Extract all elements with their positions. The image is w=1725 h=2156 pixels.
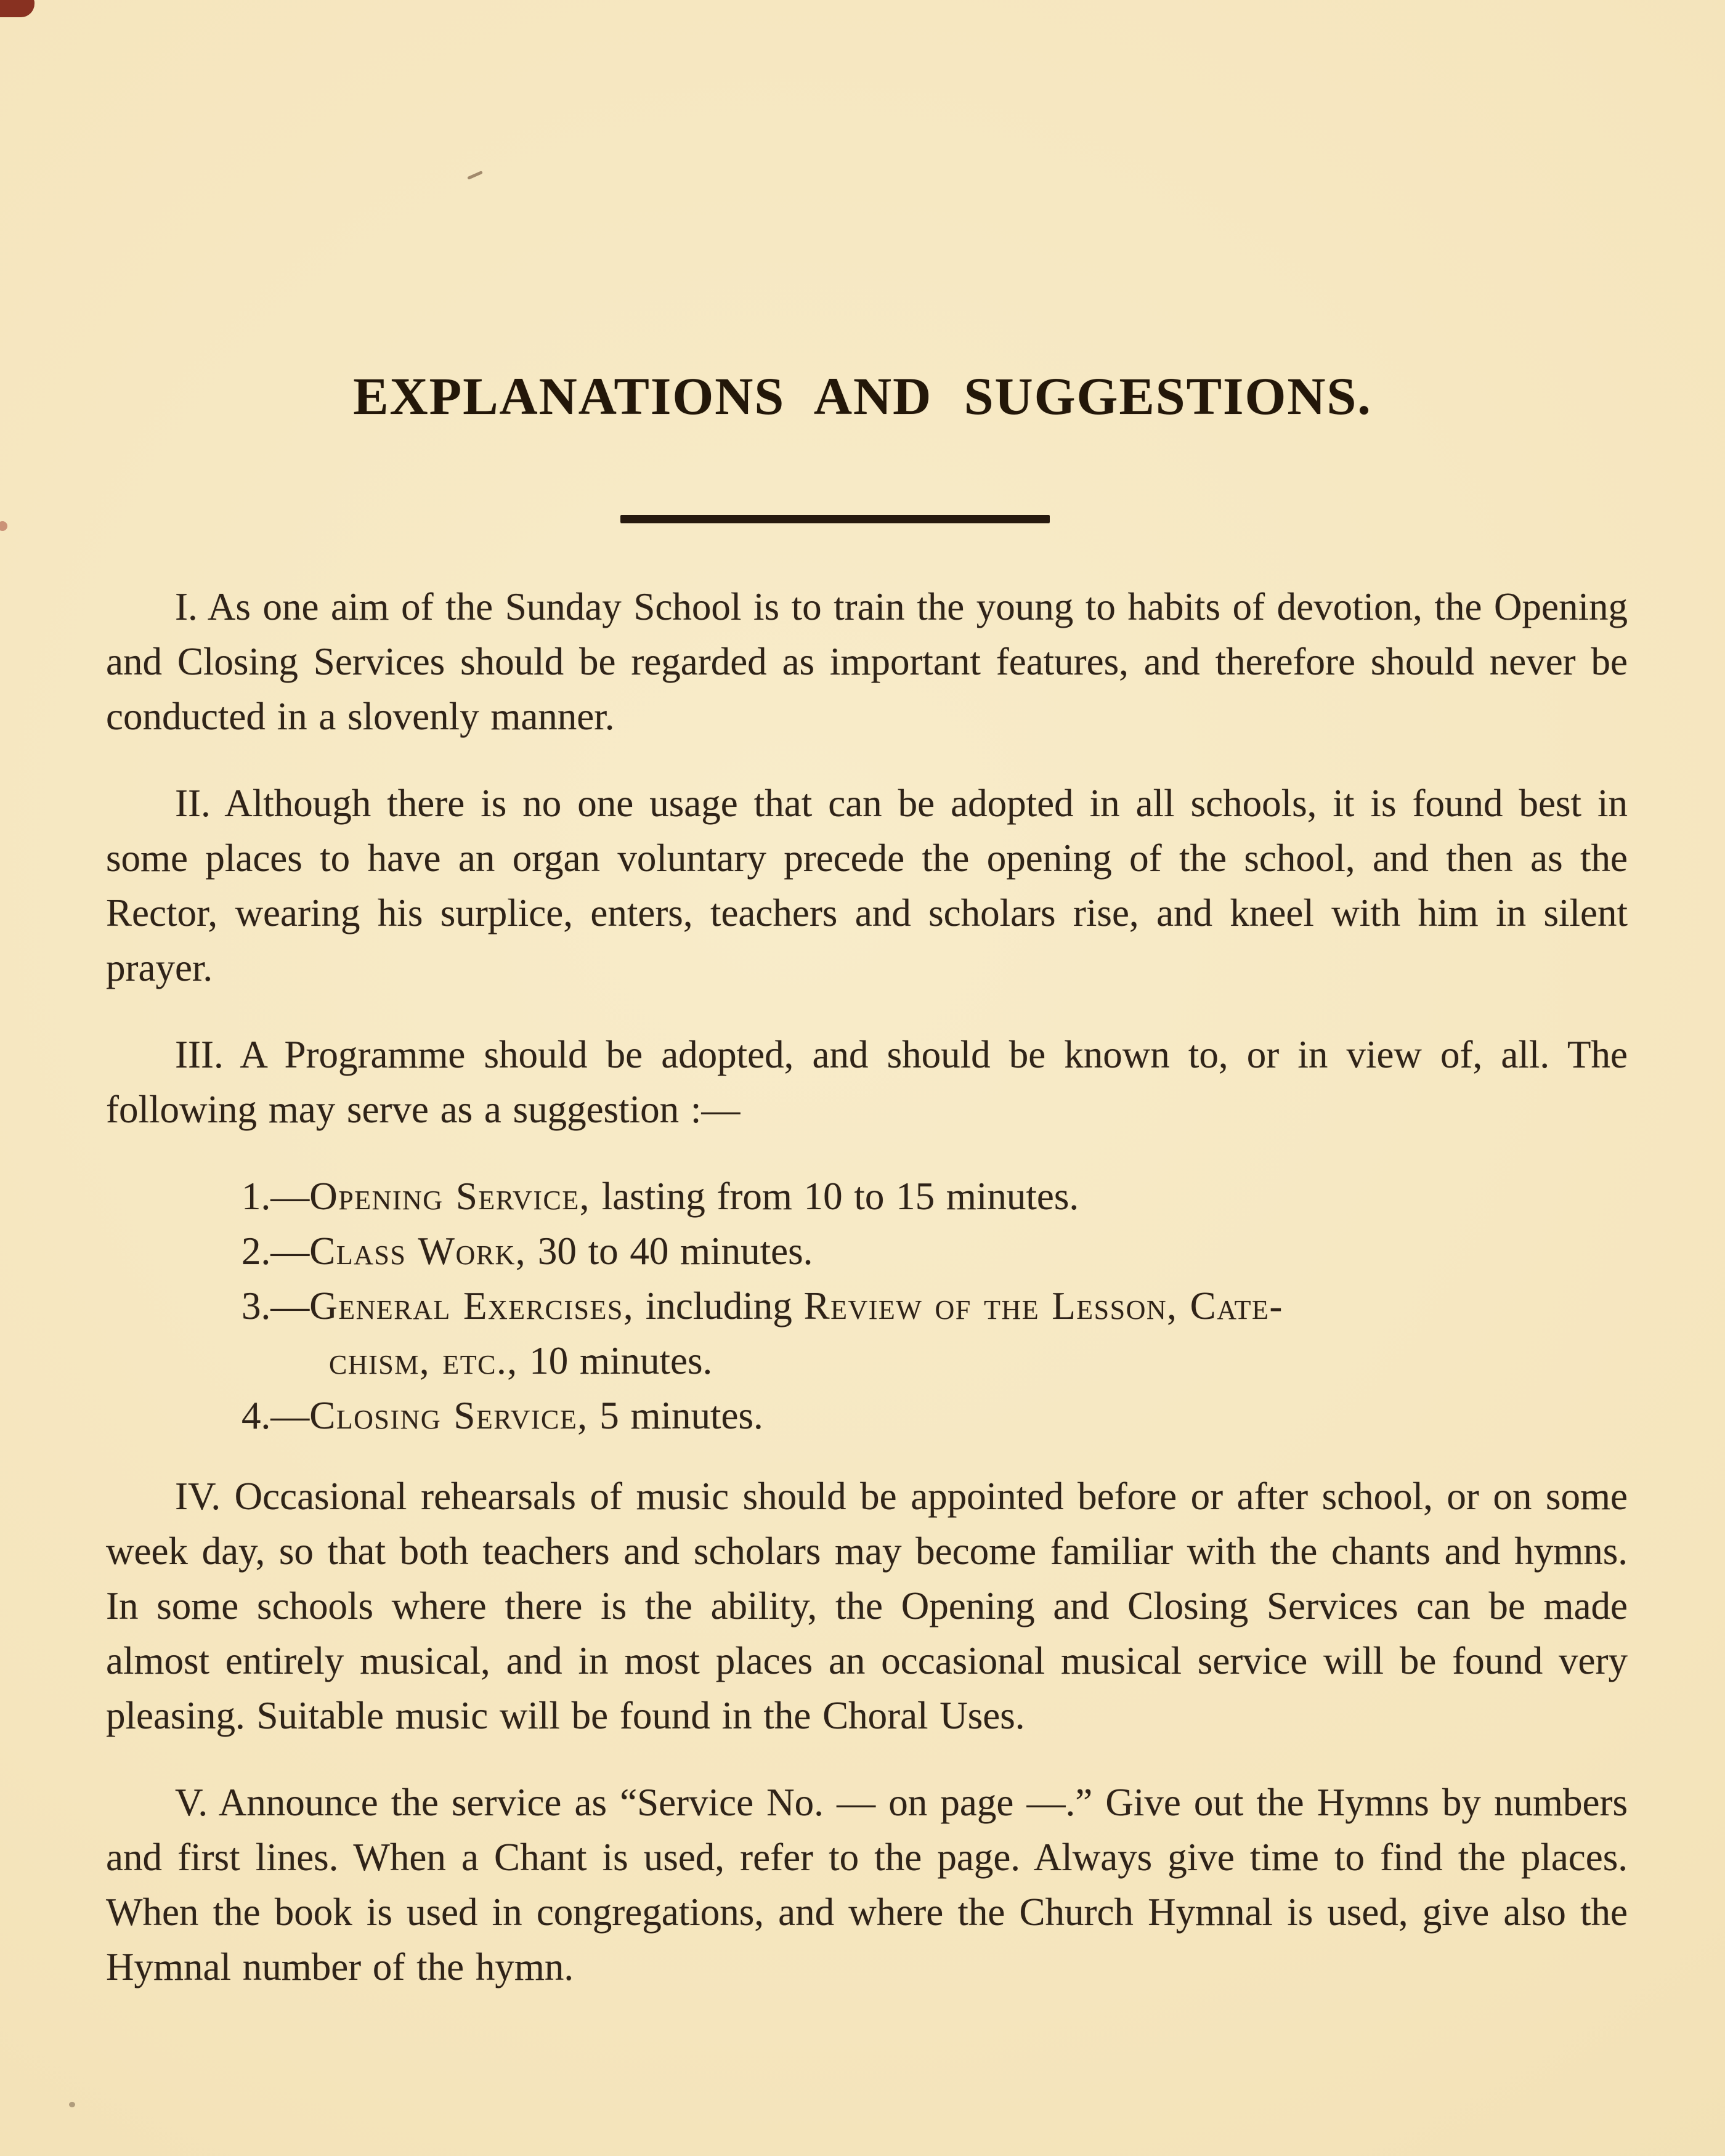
list-line bbox=[242, 1169, 1628, 1224]
page-content bbox=[0, 580, 1725, 1995]
page-title: EXPLANATIONS AND SUGGESTIONS. bbox=[353, 367, 1372, 426]
text-segment: 4.— bbox=[242, 1394, 310, 1437]
paragraph-iii: III. A Programme should be adopted, and should be known to, or in view of, all. The following may serve as a suggestion :— bbox=[106, 1033, 1628, 1131]
paragraph-v: V. Announce the service as “Service No. — on page —.” Give out the Hymns by numbers and first lines. When a Chant is used, refer to the page. Always give time to find the places. When the book is used in congregations, and where the Church Hymnal is used, give also the Hymnal number of the hymn. bbox=[106, 1781, 1628, 1988]
text-segment: 5 minutes. bbox=[588, 1394, 763, 1437]
paragraph-i: I. As one aim of the Sunday School is to train the young to habits of devotion, the Opening and Closing Services should be regarded as important features, and therefore should never be conducted in a slovenly manner. bbox=[106, 585, 1628, 738]
title-divider-rule bbox=[620, 515, 1050, 523]
text-segment: 3.— bbox=[242, 1284, 310, 1327]
text-segment: Class Work, bbox=[309, 1230, 527, 1273]
list-line bbox=[242, 1388, 1628, 1443]
scan-artifact-speck bbox=[69, 2102, 75, 2107]
list-line bbox=[242, 1279, 1628, 1334]
text-segment: chism, etc., bbox=[329, 1339, 518, 1382]
text-segment: 10 minutes. bbox=[518, 1339, 713, 1382]
paragraph-ii: II. Although there is no one usage that can be adopted in all schools, it is found best in some places to have an organ voluntary precede the opening of the school, and then as the Rector, wearing his surplice, enters, teachers and scholars rise, and kneel with him in silent prayer. bbox=[106, 782, 1628, 989]
programme-item-1 bbox=[242, 1169, 1628, 1224]
text-segment: including bbox=[634, 1284, 804, 1327]
paragraph-iv: IV. Occasional rehearsals of music should be appointed before or after school, or on some week day, so that both teachers and scholars may become familiar with the chants and hymns. In some schools where there is the ability, the Opening and Closing Services can be made almost entirely musical, and in most places an occasional musical service will be found very pleasing. Suitable music will be found in the Choral Uses. bbox=[106, 1475, 1628, 1737]
text-segment: General Exercises, bbox=[309, 1284, 635, 1327]
text-segment: 2.— bbox=[242, 1230, 310, 1273]
text-segment: 30 to 40 minutes. bbox=[526, 1230, 813, 1273]
programme-item-4 bbox=[242, 1388, 1628, 1443]
text-segment: 1.— bbox=[242, 1175, 310, 1218]
list-line bbox=[242, 1224, 1628, 1279]
text-segment: Closing Service, bbox=[309, 1394, 588, 1437]
scan-artifact-dot bbox=[0, 521, 7, 531]
programme-item-2 bbox=[242, 1224, 1628, 1279]
text-segment: Opening Service, bbox=[309, 1175, 590, 1218]
programme-list bbox=[242, 1169, 1628, 1443]
list-line bbox=[329, 1334, 1628, 1388]
programme-item-3 bbox=[242, 1279, 1628, 1388]
text-segment: Review of the Lesson, Cate- bbox=[803, 1284, 1283, 1327]
text-segment: lasting from 10 to 15 minutes. bbox=[590, 1175, 1079, 1218]
